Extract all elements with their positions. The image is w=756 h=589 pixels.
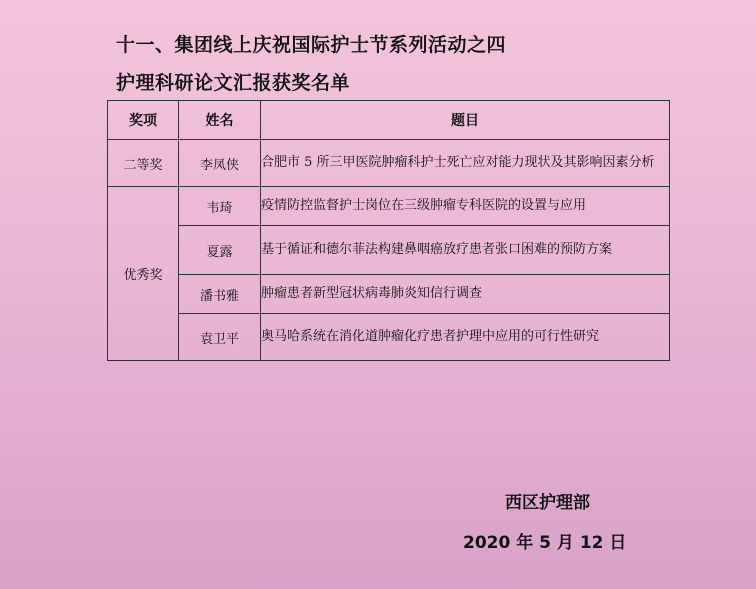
signature-date: 2020 年 5 月 12 日 [463,533,627,553]
table-row [108,226,670,275]
table-row [108,187,670,226]
document-title-line1: 十一、集团线上庆祝国际护士节系列活动之四 [116,34,507,56]
table-row [108,314,670,361]
paper-topic: 疫情防控监督护士岗位在三级肿瘤专科医院的设置与应用 [261,187,670,226]
table-row [108,275,670,314]
paper-topic: 合肥市 5 所三甲医院肿瘤科护士死亡应对能力现状及其影响因素分析 [261,140,670,187]
author-name: 袁卫平 [179,314,261,361]
author-name: 潘书雅 [179,275,261,314]
document-title-line2: 护理科研论文汇报获奖名单 [116,72,351,94]
award-table [107,100,670,361]
table-header-row [108,101,670,140]
paper-topic: 基于循证和德尔菲法构建鼻咽癌放疗患者张口困难的预防方案 [261,226,670,275]
award-level-excellence: 优秀奖 [108,187,179,361]
award-level-second: 二等奖 [108,140,179,187]
paper-topic: 肿瘤患者新型冠状病毒肺炎知信行调查 [261,275,670,314]
author-name: 夏露 [179,226,261,275]
header-award: 奖项 [108,101,179,140]
author-name: 李凤侠 [179,140,261,187]
header-name: 姓名 [179,101,261,140]
paper-topic: 奥马哈系统在消化道肿瘤化疗患者护理中应用的可行性研究 [261,314,670,361]
signature-department: 西区护理部 [505,493,590,513]
author-name: 韦琦 [179,187,261,226]
header-topic: 题目 [261,101,670,140]
table-row [108,140,670,187]
